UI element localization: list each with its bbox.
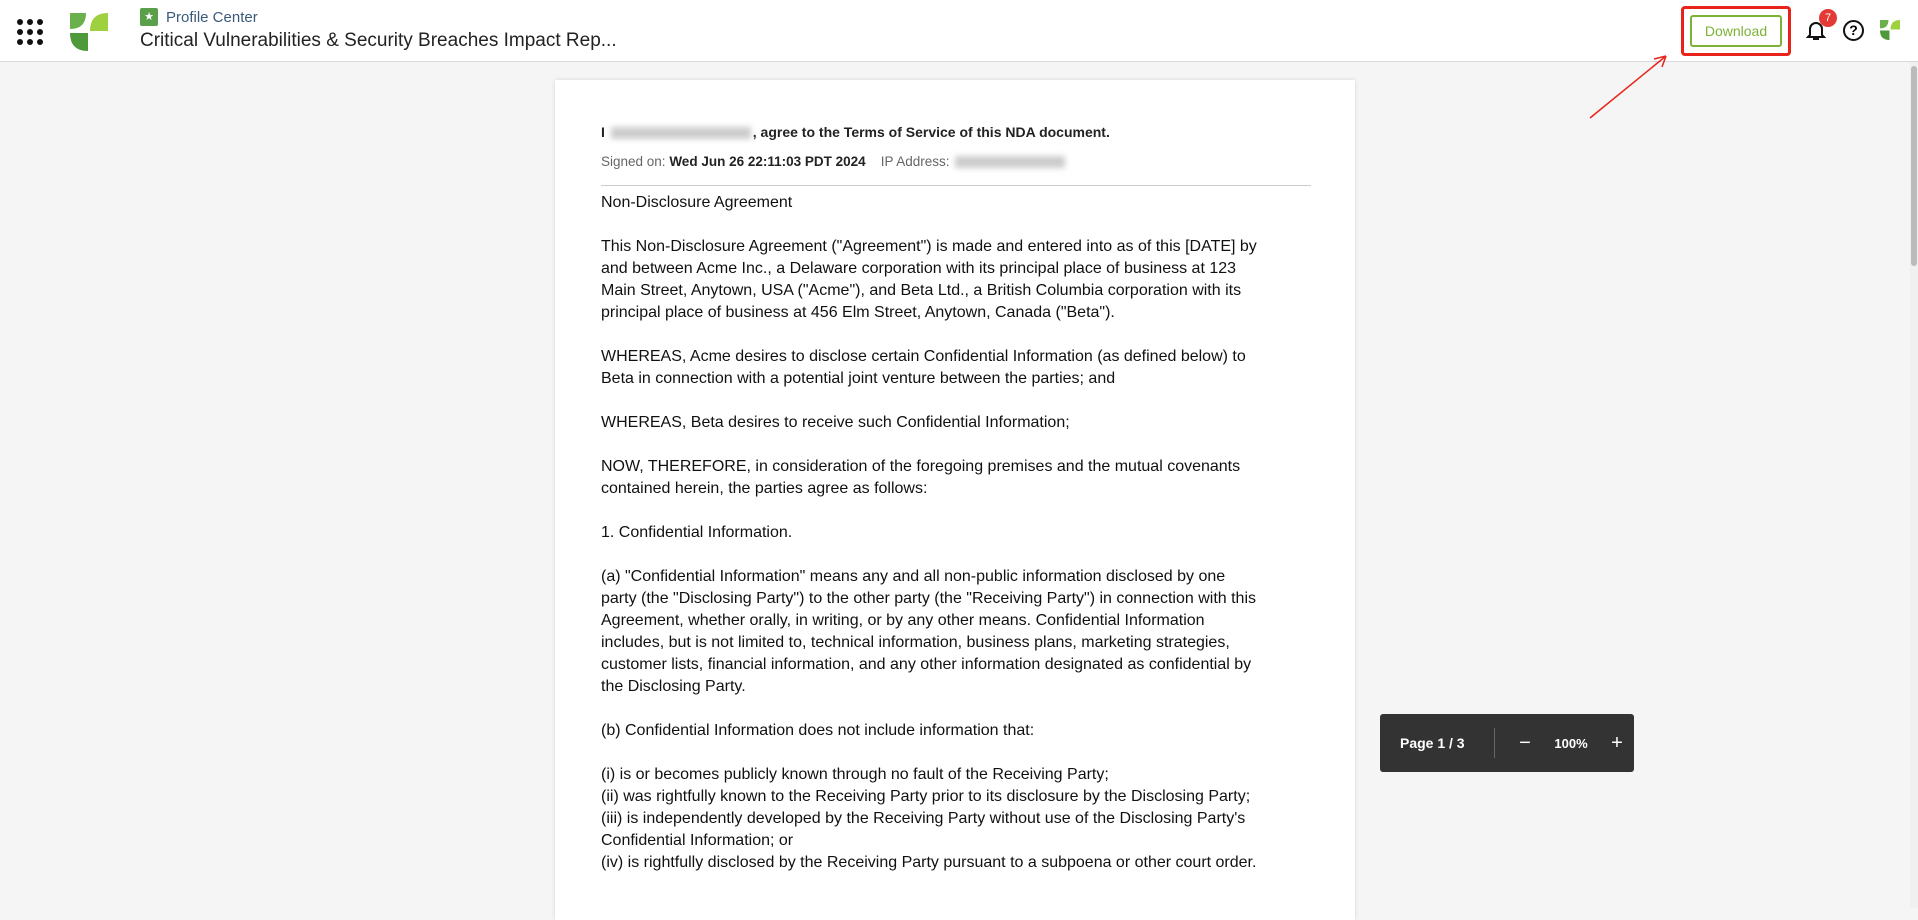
app-launcher-icon[interactable] <box>17 19 43 45</box>
text-line: This Non-Disclosure Agreement ("Agreement") is made and entered into as of this [DATE] by <box>601 238 1257 255</box>
paragraph <box>601 236 1311 324</box>
pdf-toolbar <box>1380 714 1634 772</box>
paragraph <box>601 456 1311 500</box>
divider <box>601 185 1311 186</box>
paragraph <box>601 522 1311 544</box>
text-line: contained herein, the parties agree as follows: <box>601 480 928 497</box>
redacted-ip <box>955 156 1065 168</box>
annotation-arrow <box>1580 50 1670 122</box>
zoom-in-button[interactable]: + <box>1607 732 1627 755</box>
paragraph <box>601 566 1311 698</box>
notification-badge: 7 <box>1819 9 1837 27</box>
text-line: (b) Confidential Information does not include information that: <box>601 722 1035 739</box>
paragraph <box>601 412 1311 434</box>
text-line: includes, but is not limited to, technical information, business plans, marketing strategies, <box>601 634 1230 651</box>
text-line: WHEREAS, Beta desires to receive such Confidential Information; <box>601 414 1070 431</box>
zoom-level: 100% <box>1554 735 1588 751</box>
document-page <box>555 80 1355 920</box>
text-line: WHEREAS, Acme desires to disclose certain Confidential Information (as defined below) to <box>601 348 1246 365</box>
highlight-box <box>1681 6 1791 56</box>
scrollbar-thumb[interactable] <box>1911 66 1917 266</box>
text-line: 1. Confidential Information. <box>601 524 793 541</box>
text-line: Agreement, whether orally, in writing, or by any other means. Confidential Information <box>601 612 1205 629</box>
zoom-out-button[interactable]: − <box>1515 732 1535 755</box>
page-title: Critical Vulnerabilities & Security Breaches Impact Rep... <box>140 30 617 51</box>
user-logo-icon[interactable] <box>1880 20 1900 40</box>
text-line: (a) "Confidential Information" means any and all non-public information disclosed by one <box>601 568 1226 585</box>
redacted-email <box>611 127 751 139</box>
text-line: (i) is or becomes publicly known through no fault of the Receiving Party; <box>601 766 1109 783</box>
text-line: (iii) is independently developed by the Receiving Party without use of the Disclosing Party's <box>601 810 1246 827</box>
text-line: the Disclosing Party. <box>601 678 746 695</box>
paragraph <box>601 720 1311 742</box>
paragraph <box>601 346 1311 390</box>
agreement-statement: I , agree to the Terms of Service of this NDA document. <box>601 124 1110 140</box>
page-indicator: Page 1 / 3 <box>1400 735 1465 751</box>
paragraph <box>601 764 1311 874</box>
signature-info: Signed on: Wed Jun 26 22:11:03 PDT 2024 IP Address: <box>601 154 1311 169</box>
breadcrumb-label[interactable]: Profile Center <box>166 8 258 26</box>
text-line: party (the "Disclosing Party") to the other party (the "Receiving Party") in connection with this <box>601 590 1256 607</box>
paragraph <box>601 192 1311 214</box>
text-line: Non-Disclosure Agreement <box>601 194 793 211</box>
download-button[interactable]: Download <box>1690 15 1782 47</box>
brand-logo[interactable] <box>70 13 108 51</box>
document-body <box>601 192 1311 874</box>
text-line: (iv) is rightfully disclosed by the Receiving Party pursuant to a subpoena or other court order. <box>601 854 1257 871</box>
profile-center-icon: ★ <box>140 8 158 26</box>
text-line: (ii) was rightfully known to the Receiving Party prior to its disclosure by the Disclosing Party; <box>601 788 1251 805</box>
text-line: customer lists, financial information, and any other information designated as confidential by <box>601 656 1252 673</box>
text-line: Main Street, Anytown, USA ("Acme"), and Beta Ltd., a British Columbia corporation with its <box>601 282 1242 299</box>
text-line: Confidential Information; or <box>601 832 794 849</box>
text-line: NOW, THEREFORE, in consideration of the foregoing premises and the mutual covenants <box>601 458 1241 475</box>
breadcrumb[interactable] <box>140 8 258 26</box>
help-icon[interactable]: ? <box>1843 20 1864 41</box>
text-line: Beta in connection with a potential joint venture between the parties; and <box>601 370 1116 387</box>
text-line: and between Acme Inc., a Delaware corporation with its principal place of business at 123 <box>601 260 1237 277</box>
text-line: principal place of business at 456 Elm Street, Anytown, Canada ("Beta"). <box>601 304 1115 321</box>
divider <box>1494 728 1495 758</box>
